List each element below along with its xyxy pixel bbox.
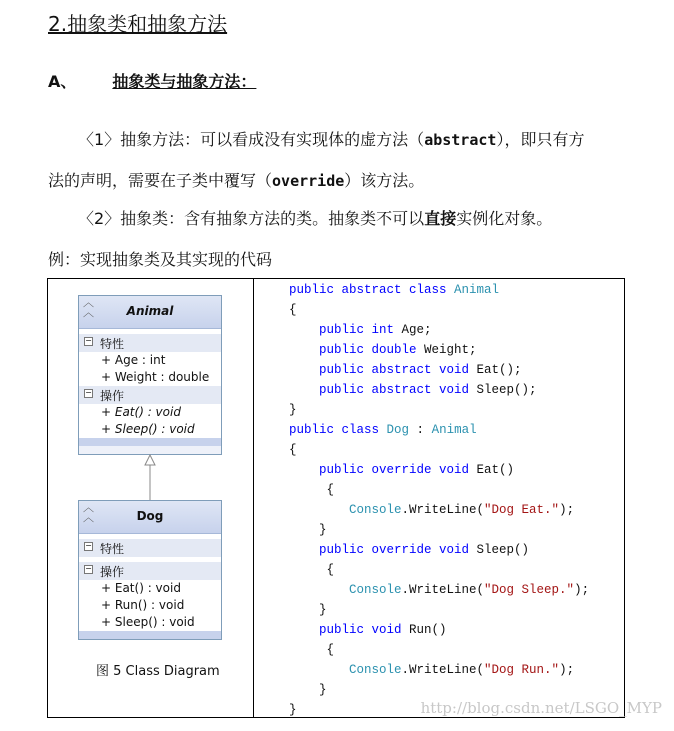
code-line: public int Age; [319, 323, 432, 337]
class-name-animal: Animal [126, 304, 174, 318]
class-box-animal [78, 295, 222, 455]
code-line: { [289, 303, 297, 317]
code-line: Console.WriteLine("Dog Eat."); [349, 503, 575, 517]
example-label: 例：实现抽象类及其实现的代码 [48, 250, 273, 269]
p2-bold: 直接 [424, 209, 457, 228]
code-line: } [319, 603, 327, 617]
p1-prefix: 〈1〉抽象方法：可以看成没有实现体的虚方法（ [78, 130, 425, 149]
code-line: } [289, 403, 297, 417]
code-line: public abstract void Eat(); [319, 363, 522, 377]
code-line: Console.WriteLine("Dog Sleep."); [349, 583, 590, 597]
collapse-chevron-icon: ︿ ︿ [83, 501, 94, 524]
watermark: http://blog.csdn.net/LSGO_MYP [420, 699, 662, 717]
code-line: } [289, 703, 297, 717]
member-item: + Eat() : void [79, 580, 221, 597]
paragraph-1-line2 [48, 168, 424, 191]
member-item: + Age : int [79, 352, 221, 369]
code-line: public abstract class Animal [289, 283, 500, 297]
section-label: 操作 [100, 389, 125, 403]
subsection-marker: A、 [48, 72, 77, 91]
section-attributes [79, 539, 221, 557]
subsection-title: 抽象类与抽象方法： [112, 72, 257, 91]
code-line: public override void Sleep() [319, 543, 530, 557]
section-attributes [79, 334, 221, 352]
code-line: public void Run() [319, 623, 447, 637]
collapse-minus-icon: − [85, 336, 92, 345]
section-label: 特性 [100, 542, 125, 556]
p1-keyword-override: override [272, 172, 345, 190]
collapse-minus-icon: − [85, 388, 92, 397]
section-operations [79, 562, 221, 580]
p1-line2b: ）该方法。 [344, 171, 425, 190]
code-line: { [326, 483, 335, 497]
code-line: public class Dog : Animal [289, 423, 477, 437]
subsection-heading [48, 69, 256, 92]
p1-keyword-abstract: abstract [424, 131, 497, 149]
p2-prefix: 〈2〉抽象类：含有抽象方法的类。抽象类不可以 [78, 209, 425, 228]
member-item: + Sleep() : void [79, 421, 221, 438]
member-item: + Weight : double [79, 369, 221, 386]
code-line: } [319, 683, 327, 697]
member-item: + Eat() : void [79, 404, 221, 421]
code-line: public abstract void Sleep(); [319, 383, 537, 397]
class-box-dog [78, 500, 222, 640]
code-line: } [319, 523, 327, 537]
p2-suffix: 实例化对象。 [456, 209, 553, 228]
paragraph-2 [78, 206, 552, 229]
inheritance-arrow [140, 454, 160, 502]
section-heading: 2.抽象类和抽象方法 [48, 12, 228, 36]
section-label: 特性 [100, 337, 125, 351]
class-name-dog: Dog [136, 509, 164, 523]
table-divider [253, 278, 254, 718]
section-label: 操作 [100, 565, 125, 579]
paragraph-1-line1 [78, 127, 584, 150]
collapse-minus-icon: − [85, 564, 92, 573]
code-line: Console.WriteLine("Dog Run."); [349, 663, 575, 677]
code-block [289, 280, 589, 720]
class-header-dog [79, 501, 221, 534]
collapse-chevron-icon: ︿ ︿ [83, 296, 94, 319]
section-operations [79, 386, 221, 404]
class-header-animal [79, 296, 221, 329]
p1-mid: ），即只有方 [496, 130, 585, 149]
code-line: public override void Eat() [319, 463, 515, 477]
member-item: + Run() : void [79, 597, 221, 614]
code-line: { [289, 443, 297, 457]
collapse-minus-icon: − [85, 541, 92, 550]
member-item: + Sleep() : void [79, 614, 221, 631]
diagram-caption: 图 5 Class Diagram [96, 664, 220, 679]
p1-line2a: 法的声明，需要在子类中覆写（ [48, 171, 273, 190]
code-line: public double Weight; [319, 343, 477, 357]
code-line: { [326, 563, 335, 577]
code-line: { [326, 643, 335, 657]
